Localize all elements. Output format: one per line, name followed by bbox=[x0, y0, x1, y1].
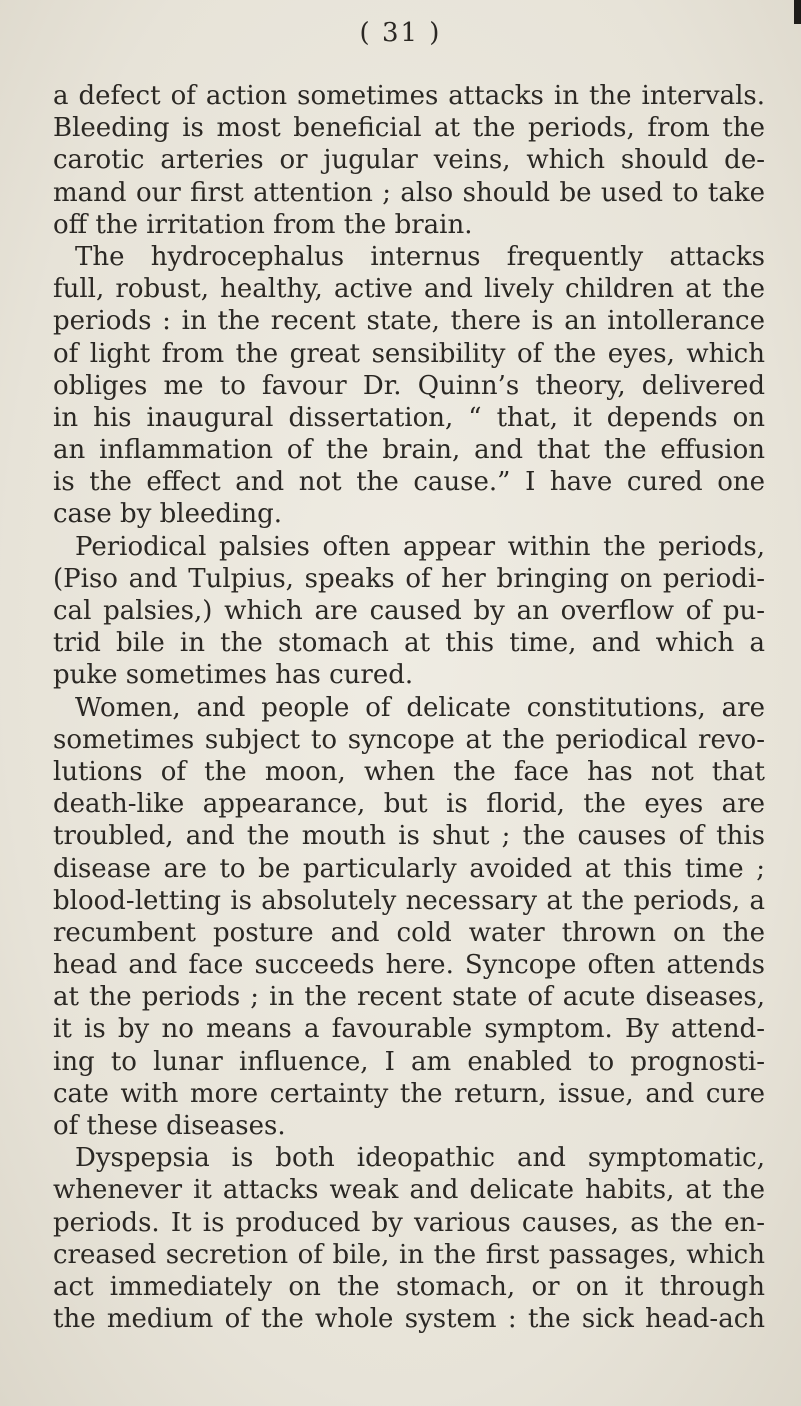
paragraph-start-line: Dyspepsia is both ideopathic and symptomatic, bbox=[75, 1143, 765, 1174]
text-line: of light from the great sensibility of the eyes, which bbox=[53, 338, 765, 369]
text-line: it is by no means a favourable symptom. By attend- bbox=[53, 1014, 765, 1045]
text-line: death-like appearance, but is florid, the eyes are bbox=[53, 789, 765, 820]
text-line: head and face succeeds here. Syncope often attends bbox=[53, 950, 765, 981]
text-line: cate with more certainty the return, issue, and cure bbox=[53, 1078, 765, 1109]
text-line: trid bile in the stomach at this time, and which a bbox=[53, 628, 765, 659]
text-line: carotic arteries or jugular veins, which should de- bbox=[53, 145, 765, 176]
text-line: recumbent posture and cold water thrown on the bbox=[53, 917, 765, 948]
text-line: in his inaugural dissertation, “ that, it depends on bbox=[53, 402, 765, 433]
text-line: blood-letting is absolutely necessary at the periods, a bbox=[53, 885, 765, 916]
paragraph-start-line: Women, and people of delicate constitutions, are bbox=[75, 692, 765, 723]
text-line: Bleeding is most beneficial at the periods, from the bbox=[53, 113, 765, 144]
text-line: periods. It is produced by various causes, as the en- bbox=[53, 1207, 765, 1238]
text-line: at the periods ; in the recent state of acute diseases, bbox=[53, 982, 765, 1013]
text-line: (Piso and Tulpius, speaks of her bringing on periodi- bbox=[53, 563, 765, 594]
text-line: sometimes subject to syncope at the periodical revo- bbox=[53, 724, 765, 755]
text-line: the medium of the whole system : the sick head-ach bbox=[53, 1304, 765, 1335]
text-line: case by bleeding. bbox=[53, 499, 282, 530]
text-line: puke sometimes has cured. bbox=[53, 660, 414, 691]
paragraph-start-line: The hydrocephalus internus frequently attacks bbox=[75, 241, 765, 272]
text-line: act immediately on the stomach, or on it through bbox=[53, 1271, 765, 1302]
text-line: whenever it attacks weak and delicate habits, at the bbox=[53, 1175, 765, 1206]
text-line: lutions of the moon, when the face has not that bbox=[53, 756, 765, 787]
text-line: off the irritation from the brain. bbox=[53, 209, 473, 240]
text-line: is the effect and not the cause.” I have cured one bbox=[53, 467, 765, 498]
text-line: obliges me to favour Dr. Quinn’s theory, delivered bbox=[53, 370, 765, 401]
text-line: an inflammation of the brain, and that the effusion bbox=[53, 435, 765, 466]
body-text bbox=[53, 80, 765, 1335]
text-line: a defect of action sometimes attacks in the intervals. bbox=[53, 81, 765, 111]
text-line: of these diseases. bbox=[53, 1111, 286, 1141]
text-line: troubled, and the mouth is shut ; the causes of this bbox=[53, 821, 765, 852]
text-line: periods : in the recent state, there is an intollerance bbox=[53, 306, 765, 337]
text-line: cal palsies,) which are caused by an overflow of pu- bbox=[53, 596, 765, 626]
text-line: disease are to be particularly avoided at this time ; bbox=[53, 853, 765, 884]
text-line: mand our first attention ; also should be used to take bbox=[53, 177, 765, 208]
text-line: creased secretion of bile, in the first passages, which bbox=[53, 1239, 765, 1270]
paragraph-start-line: Periodical palsies often appear within the periods, bbox=[75, 531, 765, 562]
text-line: ing to lunar influence, I am enabled to prognosti- bbox=[53, 1046, 765, 1077]
text-line: full, robust, healthy, active and lively children at the bbox=[53, 274, 765, 305]
page-number: ( 31 ) bbox=[359, 18, 442, 48]
